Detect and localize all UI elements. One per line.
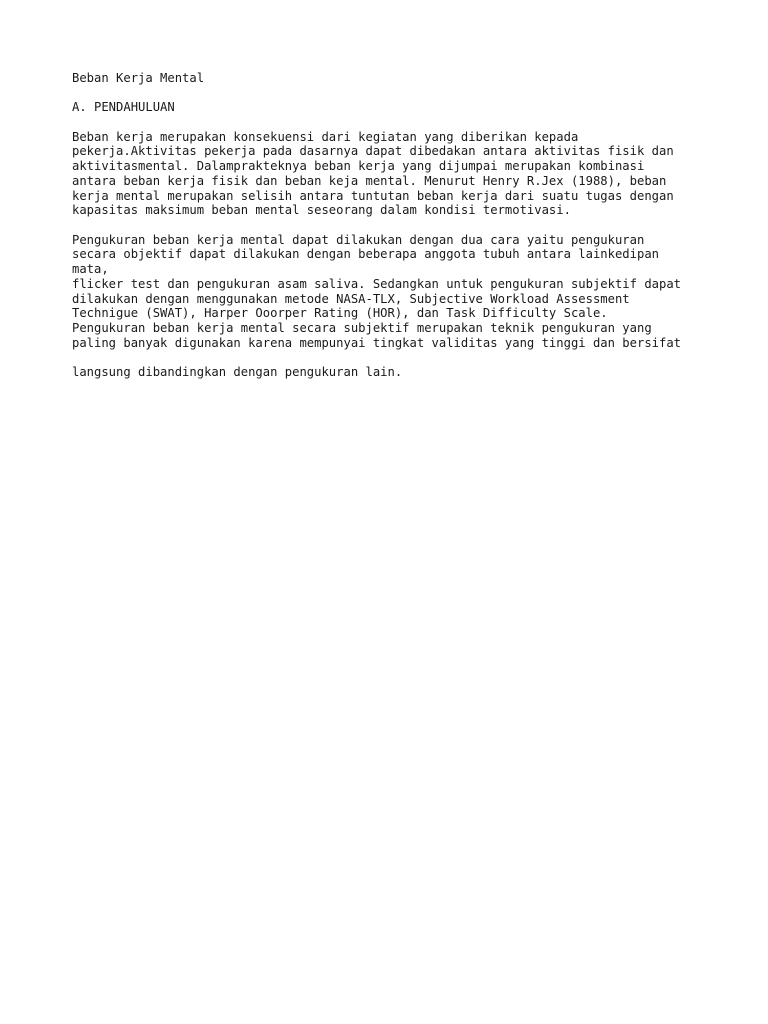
paragraph-1-line: aktivitasmental. Dalamprakteknya beban kerja yang dijumpai merupakan kombinasi	[72, 159, 645, 174]
paragraph-1-line: kerja mental merupakan selisih antara tuntutan beban kerja dari suatu tugas dengan	[72, 188, 674, 203]
paragraph-3-line: langsung dibandingkan dengan pengukuran lain.	[72, 365, 403, 379]
paragraph-1-line: kapasitas maksimum beban mental seseorang dalam kondisi termotivasi.	[72, 203, 571, 218]
document-title: Beban Kerja Mental	[72, 71, 205, 85]
paragraph-2-line: dilakukan dengan menggunakan metode NASA-TLX, Subjective Workload Assessment	[72, 291, 630, 306]
paragraph-1-line: antara beban kerja fisik dan beban keja mental. Menurut Henry R.Jex (1988), beban	[72, 173, 667, 188]
paragraph-2-line: secara objektif dapat dilakukan dengan beberapa anggota tubuh antara lainkedipan	[72, 247, 659, 262]
section-heading: A. PENDAHULUAN	[72, 100, 175, 115]
blank-line	[72, 115, 732, 130]
paragraph-1-line: Beban kerja merupakan konsekuensi dari kegiatan yang diberikan kepada	[72, 129, 579, 144]
blank-line	[72, 218, 732, 233]
paragraph-1-line: pekerja.Aktivitas pekerja pada dasarnya dapat dibedakan antara aktivitas fisik dan	[72, 144, 674, 159]
blank-line	[72, 86, 732, 101]
document-body	[72, 71, 732, 380]
paragraph-2-line: Pengukuran beban kerja mental dapat dilakukan dengan dua cara yaitu pengukuran	[72, 232, 645, 247]
paragraph-2-line: Pengukuran beban kerja mental secara subjektif merupakan teknik pengukuran yang	[72, 320, 652, 335]
paragraph-2-line: Technigue (SWAT), Harper Ooorper Rating (HOR), dan Task Difficulty Scale.	[72, 306, 608, 321]
paragraph-2-line: flicker test dan pengukuran asam saliva. Sedangkan untuk pengukuran subjektif dapat	[72, 276, 682, 291]
paragraph-2-line: paling banyak digunakan karena mempunyai tingkat validitas yang tinggi dan bersifat	[72, 335, 682, 350]
blank-line	[72, 350, 732, 365]
paragraph-2-line: mata,	[72, 262, 109, 277]
